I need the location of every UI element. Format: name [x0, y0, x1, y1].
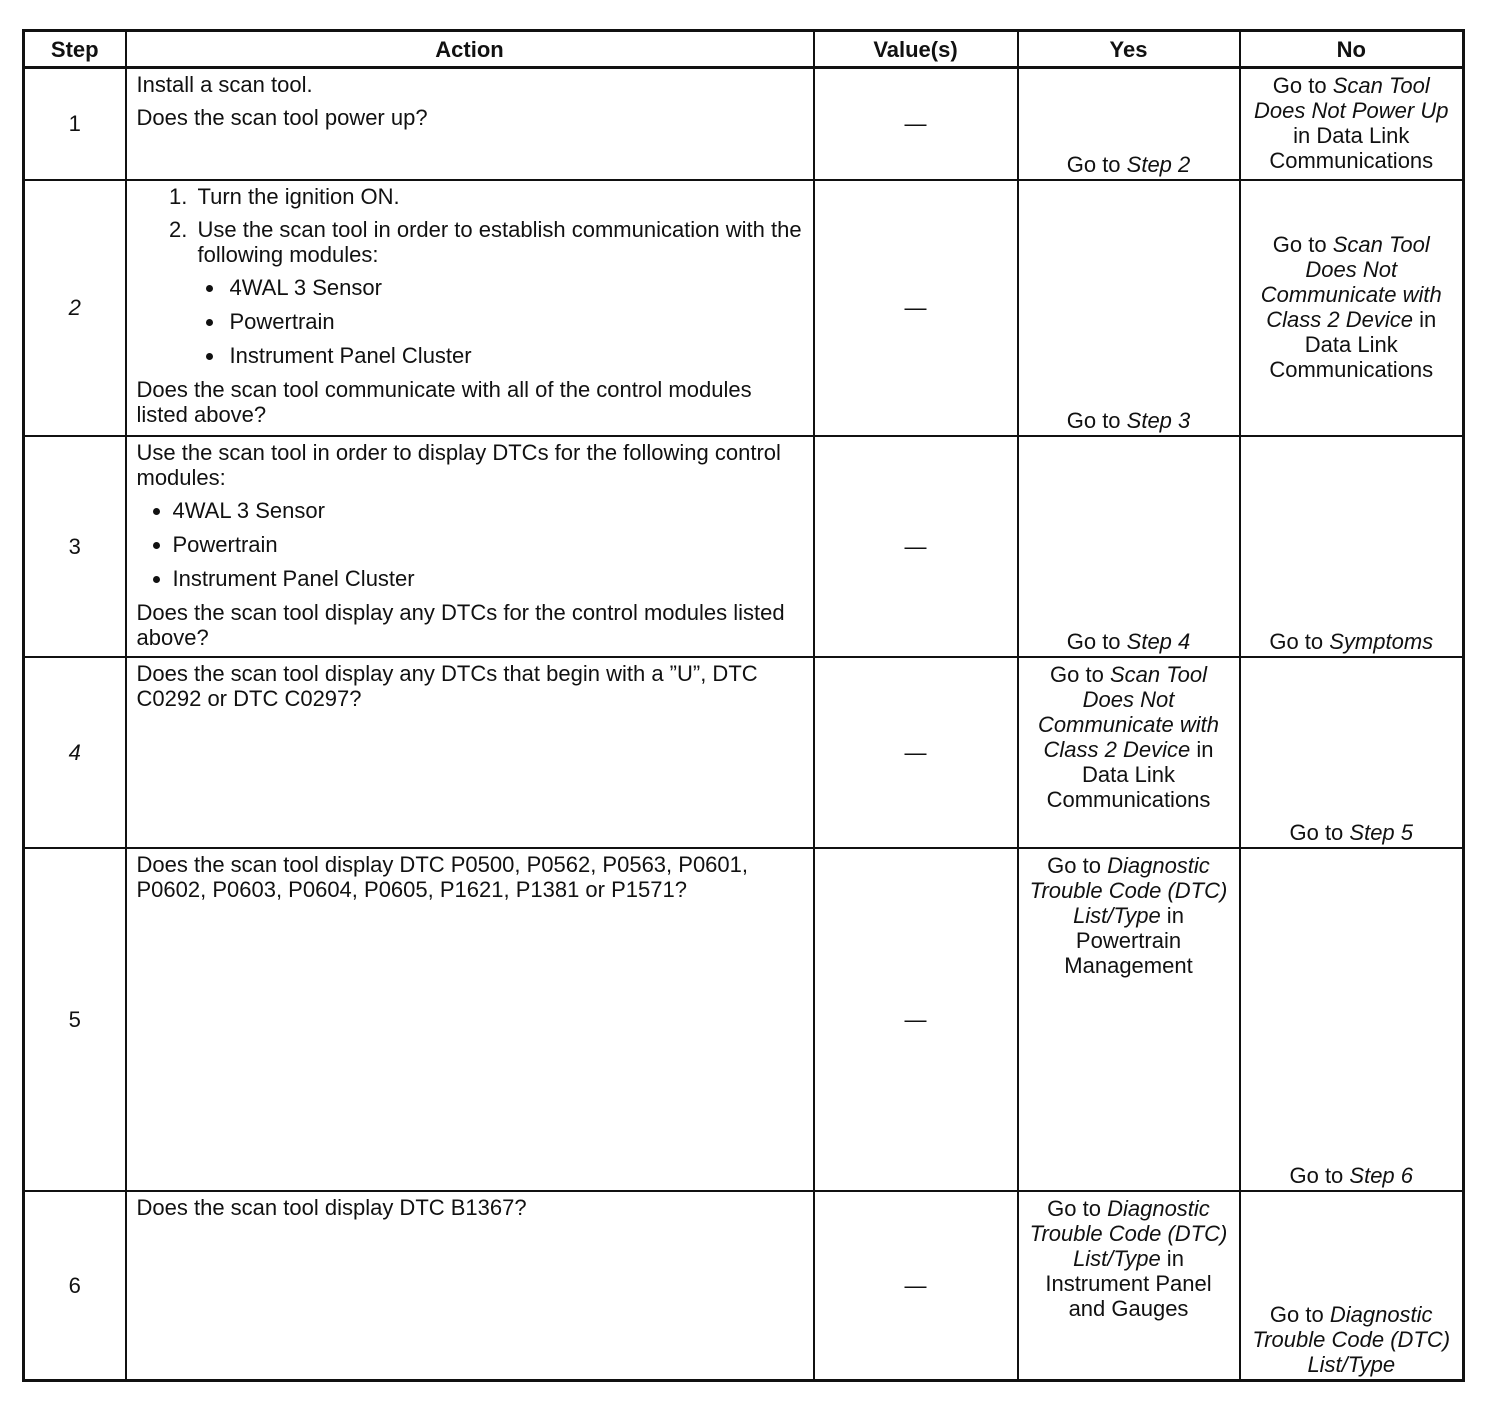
no-prefix: Go to: [1272, 73, 1333, 98]
action-cell: [126, 848, 814, 1191]
no-cell: [1240, 68, 1464, 180]
action-question: Does the scan tool display any DTCs for the control modules listed above?: [136, 599, 785, 650]
action-list-item: 1. Turn the ignition ON.: [194, 184, 803, 209]
action-cell: [126, 68, 814, 180]
no-link[interactable]: Scan Tool Does Not Communicate with Class 2 Device: [1260, 231, 1442, 332]
diagnostic-table: [22, 29, 1465, 1382]
action-numbered-list: [137, 184, 803, 368]
yes-suffix: in Data Link Communications: [1046, 736, 1214, 812]
action-cell: [126, 180, 814, 436]
yes-prefix: Go to: [1066, 151, 1127, 177]
yes-cell: [1018, 436, 1240, 657]
action-list-item: [194, 217, 803, 368]
bullet-item: • Powertrain: [173, 532, 803, 557]
no-cell: [1240, 848, 1464, 1191]
yes-link[interactable]: Diagnostic Trouble Code (DTC) List/Type: [1029, 1195, 1228, 1271]
yes-suffix: in Powertrain Management: [1064, 902, 1193, 978]
header-step: Step: [24, 31, 126, 68]
yes-prefix: Go to: [1050, 661, 1110, 687]
no-link[interactable]: Diagnostic Trouble Code (DTC) List/Type: [1252, 1302, 1451, 1377]
yes-prefix: Go to: [1047, 1195, 1108, 1221]
yes-cell: [1018, 1191, 1240, 1381]
action-line: Install a scan tool.: [136, 72, 313, 97]
bullet-item: • 4WAL 3 Sensor: [173, 498, 803, 523]
action-question: Does the scan tool display any DTCs that begin with a ”U”, DTC C0292 or DTC C0297?: [136, 660, 758, 711]
action-question: Does the scan tool display DTC B1367?: [136, 1194, 527, 1220]
yes-link[interactable]: Step 4: [1126, 628, 1191, 654]
action-list-text: Use the scan tool in order to establish communication with the following modules:: [197, 216, 802, 267]
bullet-item: • 4WAL 3 Sensor: [226, 275, 803, 300]
step-number: 1: [24, 68, 126, 180]
yes-link[interactable]: Step 3: [1126, 407, 1191, 433]
yes-link[interactable]: Scan Tool Does Not Communicate with Class 2 Device: [1038, 661, 1219, 762]
value-cell: —: [814, 436, 1018, 657]
value-cell: —: [814, 180, 1018, 436]
action-question: Does the scan tool power up?: [136, 105, 428, 130]
table-row: [24, 657, 1464, 848]
no-prefix: Go to: [1269, 1302, 1330, 1327]
no-prefix: Go to: [1269, 628, 1330, 654]
header-row: [24, 31, 1464, 68]
bullet-item: • Instrument Panel Cluster: [173, 566, 803, 591]
no-prefix: Go to: [1289, 1162, 1350, 1188]
no-cell: [1240, 657, 1464, 848]
yes-prefix: Go to: [1066, 628, 1127, 654]
table-row: [24, 68, 1464, 180]
header-action: Action: [126, 31, 814, 68]
no-link[interactable]: Scan Tool Does Not Power Up: [1254, 73, 1449, 123]
module-bullet-list: [198, 275, 803, 368]
value-cell: —: [814, 68, 1018, 180]
yes-suffix: in Instrument Panel and Gauges: [1045, 1245, 1212, 1321]
no-cell: [1240, 1191, 1464, 1381]
yes-cell: [1018, 657, 1240, 848]
no-link[interactable]: Symptoms: [1329, 628, 1434, 654]
bullet-item: • Powertrain: [226, 309, 803, 334]
header-no: No: [1240, 31, 1464, 68]
header-values: Value(s): [814, 31, 1018, 68]
module-bullet-list: [137, 498, 803, 591]
action-intro: Use the scan tool in order to display DTCs for the following control modules:: [136, 439, 781, 490]
no-cell: [1240, 180, 1464, 436]
action-question: Does the scan tool display DTC P0500, P0562, P0563, P0601, P0602, P0603, P0604, P0605, P1621, P1381 or P1571?: [136, 851, 748, 902]
yes-prefix: Go to: [1066, 407, 1127, 433]
no-suffix: in Data Link Communications: [1269, 306, 1437, 382]
yes-cell: [1018, 68, 1240, 180]
action-question: Does the scan tool communicate with all of the control modules listed above?: [136, 376, 752, 427]
yes-cell: [1018, 848, 1240, 1191]
step-number: 3: [24, 436, 126, 657]
action-cell: [126, 436, 814, 657]
table-row: [24, 180, 1464, 436]
no-link[interactable]: Step 5: [1349, 819, 1414, 845]
step-number: 6: [24, 1191, 126, 1381]
action-cell: [126, 657, 814, 848]
no-prefix: Go to: [1289, 819, 1350, 845]
step-number: 5: [24, 848, 126, 1191]
action-cell: [126, 1191, 814, 1381]
yes-link[interactable]: Diagnostic Trouble Code (DTC) List/Type: [1029, 852, 1228, 928]
step-number: 4: [24, 657, 126, 848]
no-link[interactable]: Step 6: [1349, 1162, 1414, 1188]
step-number: 2: [24, 180, 126, 436]
table-row: [24, 436, 1464, 657]
no-cell: [1240, 436, 1464, 657]
table-row: [24, 848, 1464, 1191]
value-cell: —: [814, 1191, 1018, 1381]
table-row: [24, 1191, 1464, 1381]
bullet-item: • Instrument Panel Cluster: [226, 343, 803, 368]
header-yes: Yes: [1018, 31, 1240, 68]
yes-cell: [1018, 180, 1240, 436]
no-prefix: Go to: [1272, 231, 1333, 257]
yes-link[interactable]: Step 2: [1126, 151, 1191, 177]
value-cell: —: [814, 657, 1018, 848]
yes-prefix: Go to: [1047, 852, 1108, 878]
value-cell: —: [814, 848, 1018, 1191]
no-suffix: in Data Link Communications: [1269, 123, 1434, 173]
